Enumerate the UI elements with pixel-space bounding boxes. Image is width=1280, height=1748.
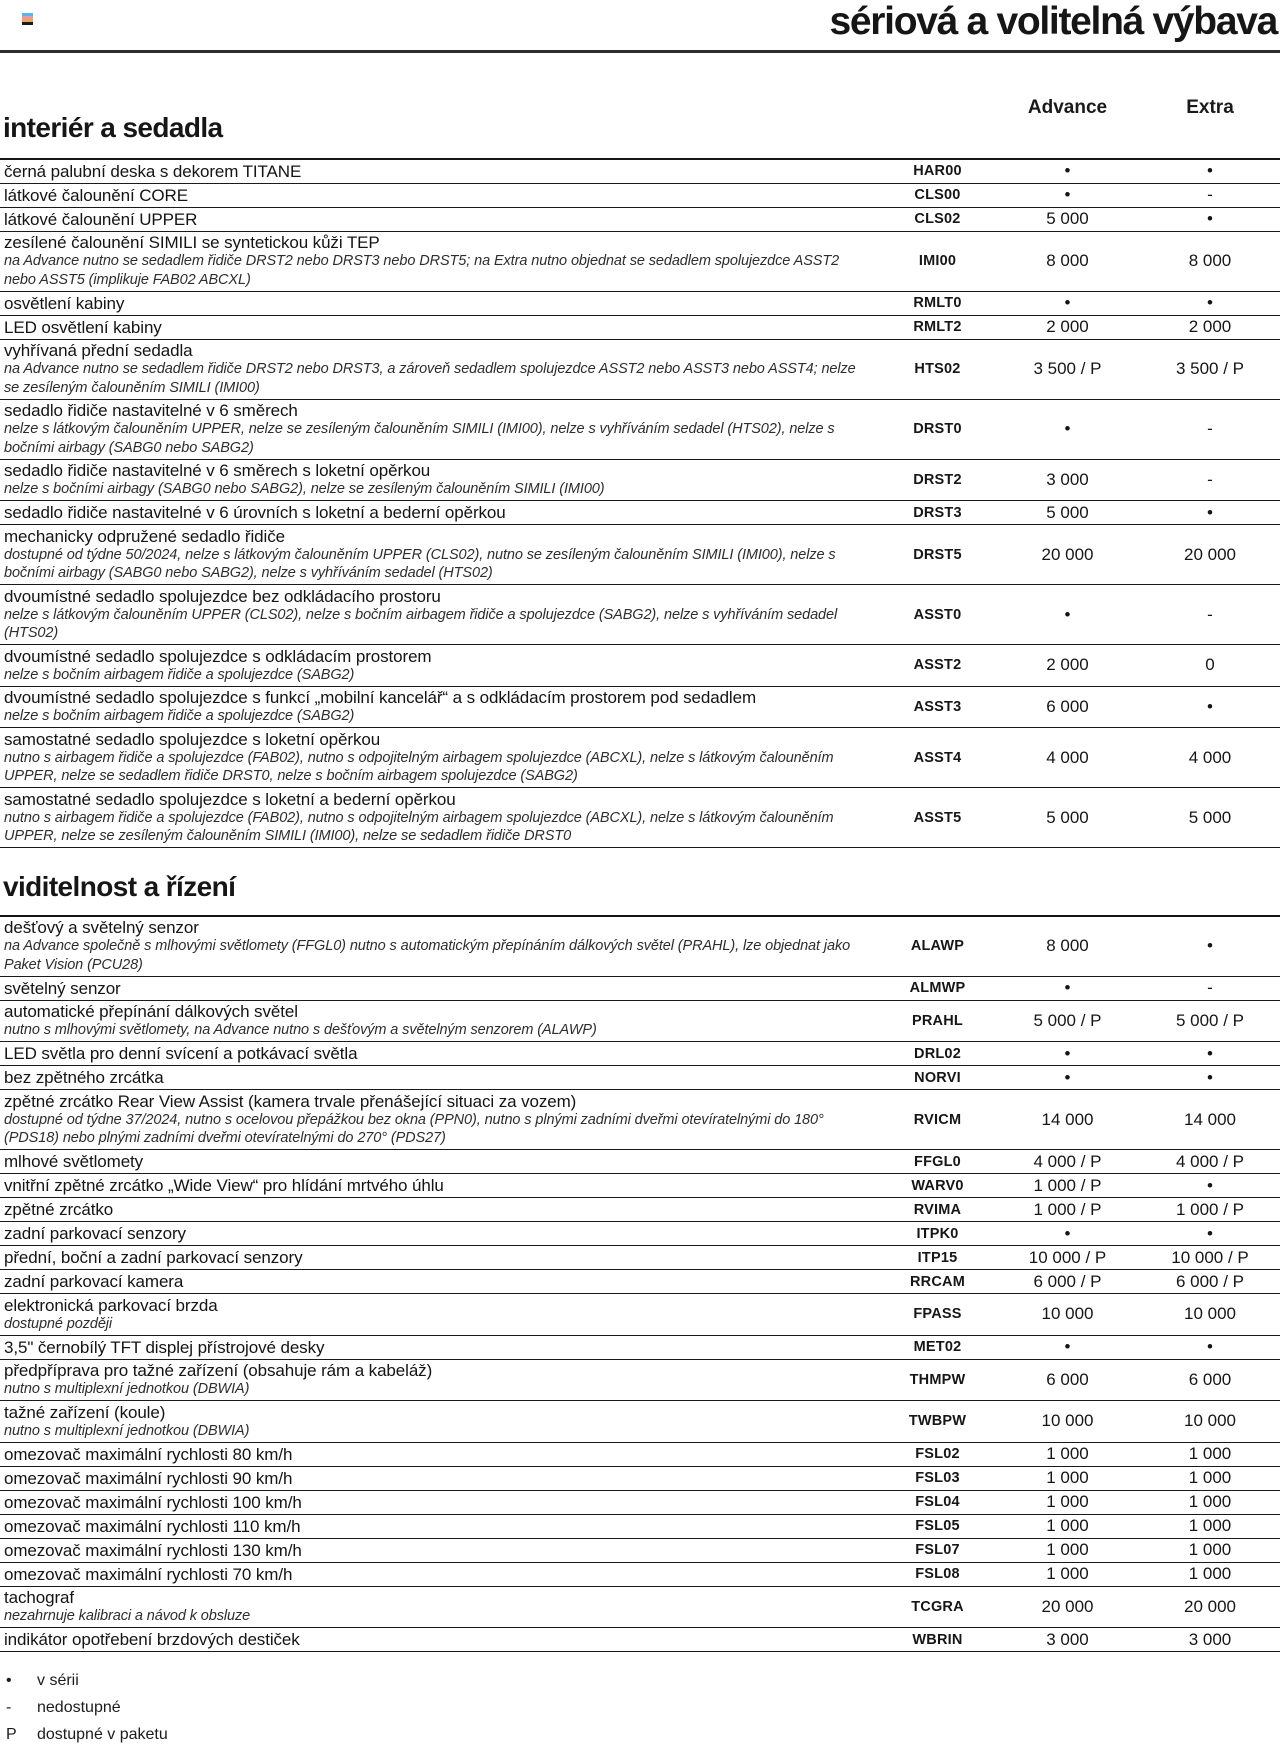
option-code: ASST5 — [913, 809, 962, 826]
table-row — [0, 1150, 1280, 1174]
option-code: ALAWP — [910, 938, 965, 955]
option-extra-value: • — [1207, 1067, 1213, 1087]
legend-label: nedostupné — [37, 1698, 121, 1716]
table-row — [0, 232, 1280, 292]
option-name-cell — [0, 527, 880, 583]
option-code: WARV0 — [911, 1177, 964, 1194]
option-extra-value: • — [1207, 1337, 1213, 1357]
option-code: HAR00 — [913, 163, 962, 180]
option-advance-value: • — [1064, 1043, 1071, 1063]
option-name-cell — [0, 1493, 880, 1512]
option-extra-value: 4 000 / P — [1175, 1151, 1245, 1171]
option-name-cell — [0, 1176, 880, 1195]
option-code: CLS00 — [914, 187, 961, 204]
option-name-cell — [0, 730, 880, 786]
option-extra-value: 10 000 — [1184, 1411, 1236, 1431]
option-extra-value: • — [1207, 1223, 1213, 1243]
option-name: zadní parkovací senzory — [4, 1224, 186, 1244]
table-row — [0, 1001, 1280, 1043]
option-name-cell — [0, 587, 880, 643]
table-row — [0, 1628, 1280, 1652]
option-extra-value: • — [1207, 293, 1213, 313]
option-advance-value: 14 000 — [1041, 1109, 1094, 1129]
option-advance-value: 5 000 — [1046, 502, 1089, 522]
option-extra-value: 5 000 / P — [1175, 1010, 1245, 1030]
option-code: RVIMA — [913, 1201, 962, 1218]
legend-item — [6, 1721, 1280, 1748]
option-advance-value: • — [1064, 1067, 1071, 1087]
option-advance-value: 5 000 — [1046, 209, 1089, 229]
option-extra-value: 10 000 / P — [1171, 1247, 1249, 1267]
option-advance-value: • — [1064, 185, 1071, 205]
option-code: MET02 — [913, 1339, 962, 1356]
option-advance-value: 3 000 — [1046, 469, 1089, 489]
brand-logo-icon — [22, 13, 33, 25]
option-advance-value: • — [1064, 1223, 1071, 1243]
option-advance-value: 4 000 / P — [1033, 1151, 1102, 1171]
option-extra-value: 3 000 — [1188, 1629, 1232, 1649]
option-name-cell — [0, 210, 880, 229]
option-code: ALMWP — [909, 980, 966, 997]
table-row — [0, 1198, 1280, 1222]
table-row — [0, 525, 1280, 585]
option-code: RRCAM — [910, 1273, 965, 1290]
option-advance-value: 5 000 — [1046, 807, 1089, 827]
option-advance-value: 8 000 — [1046, 936, 1089, 956]
options-table-interior — [0, 158, 1280, 849]
option-note: na Advance nutno se sedadlem řidiče DRST2 nebo DRST3, a zároveň sedadlem spolujezdce ASST2 nebo ASST3 nebo ASST4; nelze se zesíleným čalouněním SIMILI (IMI00) — [4, 361, 856, 396]
option-code: ASST4 — [913, 749, 962, 766]
option-advance-value: • — [1064, 419, 1071, 439]
option-name-cell — [0, 647, 880, 685]
option-advance-value: 6 000 — [1046, 1369, 1089, 1389]
option-name-cell — [0, 1565, 880, 1584]
option-name: zpětné zrcátko — [4, 1200, 114, 1220]
legend-label: dostupné v paketu — [37, 1725, 168, 1743]
option-name-cell — [0, 1445, 880, 1464]
option-advance-value: 1 000 — [1046, 1516, 1089, 1536]
legend-symbol: • — [6, 1671, 12, 1689]
table-row — [0, 1246, 1280, 1270]
option-extra-value: - — [1207, 604, 1213, 624]
option-note: na Advance společně s mlhovými světlomety (FFGL0) nutno s automatickým přepínáním dálkových světel (PRAHL), lze objednat jako Paket Vision (PCU28) — [4, 938, 851, 973]
section-interior-seats — [0, 111, 1280, 848]
option-name: světelný senzor — [4, 978, 121, 998]
option-code: ITPK0 — [916, 1225, 959, 1242]
legend-label: v sérii — [37, 1671, 79, 1689]
option-extra-value: 20 000 — [1184, 544, 1236, 564]
option-name: tažné zařízení (koule) — [4, 1402, 166, 1422]
table-row — [0, 1491, 1280, 1515]
option-name: dvoumístné sedadlo spolujezdce s odkládacím prostorem — [4, 646, 432, 666]
option-extra-value: - — [1207, 185, 1213, 205]
table-row — [0, 460, 1280, 502]
option-note: nelze s bočním airbagem řidiče a spolujezdce (SABG2) — [4, 708, 355, 725]
option-name-cell — [0, 186, 880, 205]
table-row — [0, 1587, 1280, 1629]
option-name-cell — [0, 1403, 880, 1441]
option-advance-value: 1 000 — [1046, 1540, 1089, 1560]
option-name-cell — [0, 1272, 880, 1291]
option-advance-value: 8 000 — [1046, 251, 1089, 271]
option-code: RMLT0 — [913, 295, 962, 312]
option-extra-value: - — [1207, 419, 1213, 439]
option-name: vyhřívaná přední sedadla — [4, 341, 193, 361]
option-name-cell — [0, 1338, 880, 1357]
option-name: látkové čalounění CORE — [4, 185, 188, 205]
option-extra-value: • — [1207, 1043, 1213, 1063]
option-note: na Advance nutno se sedadlem řidiče DRST2 nebo DRST3 nebo DRST5; na Extra nutno objednat se sedadlem spolujezdce ASST2 nebo ASST5 (implikuje FAB02 ABCXL) — [4, 253, 840, 288]
table-row — [0, 208, 1280, 232]
option-code: NORVI — [914, 1069, 961, 1086]
option-name: 3,5" černobílý TFT displej přístrojové desky — [4, 1337, 325, 1357]
option-advance-value: 6 000 / P — [1033, 1271, 1102, 1291]
options-table-visibility — [0, 915, 1280, 1653]
option-code: FSL03 — [915, 1470, 960, 1487]
option-note: nezahrnuje kalibraci a návod k obsluze — [4, 1608, 251, 1625]
section-heading: viditelnost a řízení — [3, 871, 236, 903]
option-name: dvoumístné sedadlo spolujezdce s funkcí „mobilní kancelář“ a s odkládacím prostorem pod sedadlem — [4, 688, 757, 708]
option-name-cell — [0, 918, 880, 974]
option-name-cell — [0, 1469, 880, 1488]
section-heading: interiér a sedadla — [3, 112, 223, 143]
option-name-cell — [0, 401, 880, 457]
legend-symbol: P — [6, 1725, 17, 1743]
option-advance-value: • — [1064, 978, 1071, 998]
option-extra-value: 5 000 — [1188, 807, 1232, 827]
column-header-extra: Extra — [1186, 97, 1234, 118]
legend — [0, 1667, 1280, 1748]
option-note: nutno s multiplexní jednotkou (DBWIA) — [4, 1422, 250, 1439]
option-extra-value: • — [1207, 696, 1213, 716]
option-name: omezovač maximální rychlosti 70 km/h — [4, 1564, 293, 1584]
page-header — [0, 0, 1280, 53]
option-name-cell — [0, 318, 880, 337]
option-name-cell — [0, 1092, 880, 1148]
option-advance-value: 20 000 — [1041, 544, 1094, 564]
table-row — [0, 340, 1280, 400]
table-row — [0, 316, 1280, 340]
option-note: dostupné od týdne 37/2024, nutno s ocelovou přepážkou bez okna (PPN0), nutno s plnými zadními dveřmi otevíratelnými do 180° (PDS18) nebo plnými zadními dveřmi otevíratelnými do 270° (PDS27) — [4, 1111, 824, 1147]
option-name: zesílené čalounění SIMILI se syntetickou kůži TEP — [4, 233, 380, 253]
option-note: nelze s látkovým čalouněním UPPER, nelze se zesíleným čalouněním SIMILI (IMI00), nelze s vyhříváním sedadel (HTS02), nelze s bočními airbagy (SABG0 nebo SABG2) — [4, 421, 835, 456]
option-code: ASST0 — [913, 606, 962, 623]
option-note: nutno s multiplexní jednotkou (DBWIA) — [4, 1381, 250, 1398]
option-note: nutno s airbagem řidiče a spolujezdce (FAB02), nutno s odpojitelným airbagem spolujezdce (ABCXL), nelze s látkovým čalouněním UPPER, nelze se zesíleným čalouněním SIMILI (IMI00), nelze se sedadlem řidiče DRST0 — [4, 809, 834, 845]
option-extra-value: - — [1207, 469, 1213, 489]
option-code: DRL02 — [914, 1045, 961, 1062]
option-advance-value: 4 000 — [1046, 747, 1089, 767]
option-extra-value: 1 000 — [1188, 1468, 1232, 1488]
table-row — [0, 400, 1280, 460]
table-row — [0, 1467, 1280, 1491]
option-advance-value: • — [1064, 604, 1071, 624]
option-code: FPASS — [913, 1306, 962, 1323]
option-name: zadní parkovací kamera — [4, 1272, 184, 1292]
page-title: sériová a volitelná výbava — [829, 0, 1277, 43]
option-advance-value: • — [1064, 293, 1071, 313]
option-advance-value: 3 500 / P — [1033, 359, 1102, 379]
option-note: nutno s airbagem řidiče a spolujezdce (FAB02), nutno s odpojitelným airbagem spolujezdce (ABCXL), nelze s látkovým čalouněním UPPER, nelze se sedadlem řidiče DRST0, nelze s bočním airbagem spolujezdce (SABG2) — [4, 749, 834, 785]
table-row — [0, 645, 1280, 687]
option-name: tachograf — [4, 1588, 74, 1608]
logo-stripe — [22, 22, 33, 25]
option-extra-value: 1 000 — [1188, 1444, 1232, 1464]
table-row — [0, 1539, 1280, 1563]
option-name: indikátor opotřebení brzdových destiček — [4, 1630, 300, 1650]
option-extra-value: • — [1207, 161, 1213, 181]
option-advance-value: 2 000 — [1046, 317, 1089, 337]
option-name: bez zpětného zrcátka — [4, 1068, 164, 1088]
option-name-cell — [0, 162, 880, 181]
legend-item — [6, 1694, 1280, 1721]
option-extra-value: 4 000 — [1188, 747, 1232, 767]
option-name-cell — [0, 1248, 880, 1267]
option-code: FFGL0 — [914, 1153, 961, 1170]
option-name-cell — [0, 341, 880, 397]
option-name-cell — [0, 1200, 880, 1219]
option-advance-value: 1 000 / P — [1033, 1199, 1102, 1219]
option-advance-value: 5 000 / P — [1033, 1010, 1102, 1030]
option-extra-value: 0 — [1205, 655, 1215, 675]
option-extra-value: 6 000 — [1188, 1369, 1232, 1389]
option-extra-value: 6 000 / P — [1175, 1271, 1245, 1291]
option-advance-value: 3 000 — [1046, 1629, 1089, 1649]
option-name-cell — [0, 1044, 880, 1063]
option-name: LED osvětlení kabiny — [4, 317, 162, 337]
option-code: TCGRA — [911, 1598, 964, 1615]
option-code: FSL02 — [915, 1446, 960, 1463]
option-name-cell — [0, 1152, 880, 1171]
option-name: omezovač maximální rychlosti 130 km/h — [4, 1540, 302, 1560]
option-name-cell — [0, 1517, 880, 1536]
option-note: dostupné později — [4, 1315, 113, 1332]
option-code: DRST5 — [913, 546, 962, 563]
option-name-cell — [0, 1296, 880, 1334]
option-name-cell — [0, 979, 880, 998]
option-advance-value: 1 000 — [1046, 1444, 1089, 1464]
option-name-cell — [0, 1068, 880, 1087]
option-extra-value: 20 000 — [1184, 1596, 1236, 1616]
table-row — [0, 977, 1280, 1001]
table-row — [0, 1294, 1280, 1336]
table-row — [0, 917, 1280, 977]
option-name: omezovač maximální rychlosti 90 km/h — [4, 1468, 293, 1488]
option-name: vnitřní zpětné zrcátko „Wide View“ pro hlídání mrtvého úhlu — [4, 1176, 444, 1196]
option-advance-value: 1 000 — [1046, 1564, 1089, 1584]
table-row — [0, 160, 1280, 184]
option-code: RVICM — [913, 1111, 962, 1128]
option-code: HTS02 — [914, 361, 961, 378]
option-code: FSL05 — [915, 1518, 960, 1535]
option-code: CLS02 — [914, 211, 961, 228]
option-name-cell — [0, 233, 880, 289]
option-extra-value: 1 000 — [1188, 1492, 1232, 1512]
option-advance-value: 6 000 — [1046, 696, 1089, 716]
table-row — [0, 184, 1280, 208]
option-code: DRST3 — [913, 504, 962, 521]
option-extra-value: 1 000 / P — [1175, 1199, 1245, 1219]
option-name: zpětné zrcátko Rear View Assist (kamera trvale přenášející situaci za vozem) — [4, 1091, 577, 1111]
option-code: RMLT2 — [913, 319, 962, 336]
table-row — [0, 788, 1280, 848]
option-name: omezovač maximální rychlosti 100 km/h — [4, 1492, 302, 1512]
option-note: nelze s bočními airbagy (SABG0 nebo SABG2), nelze se zesíleným čalouněním SIMILI (IMI00) — [4, 481, 605, 498]
option-name: automatické přepínání dálkových světel — [4, 1002, 298, 1022]
option-code: TWBPW — [908, 1413, 967, 1430]
option-name: sedadlo řidiče nastavitelné v 6 směrech — [4, 401, 298, 421]
table-row — [0, 687, 1280, 729]
table-row — [0, 1270, 1280, 1294]
table-row — [0, 1443, 1280, 1467]
option-name-cell — [0, 1588, 880, 1626]
table-row — [0, 1222, 1280, 1246]
option-note: nelze s látkovým čalouněním UPPER (CLS02), nelze s bočním airbagem řidiče a spolujezdce (SABG2), nelze s vyhříváním sedadel (HTS02) — [4, 606, 838, 642]
option-name-cell — [0, 1224, 880, 1243]
option-name: samostatné sedadlo spolujezdce s loketní opěrkou — [4, 729, 381, 749]
option-name: mlhové světlomety — [4, 1152, 144, 1172]
option-advance-value: 1 000 — [1046, 1468, 1089, 1488]
table-row — [0, 1042, 1280, 1066]
option-advance-value: 10 000 / P — [1028, 1247, 1107, 1267]
legend-symbol: - — [6, 1698, 12, 1716]
option-note: nelze s bočním airbagem řidiče a spolujezdce (SABG2) — [4, 666, 355, 683]
option-name: omezovač maximální rychlosti 110 km/h — [4, 1516, 301, 1536]
option-code: ASST3 — [913, 698, 962, 715]
option-extra-value: 14 000 — [1184, 1109, 1236, 1129]
option-extra-value: • — [1207, 936, 1213, 956]
option-name-cell — [0, 503, 880, 522]
table-row — [0, 728, 1280, 788]
option-name: omezovač maximální rychlosti 80 km/h — [4, 1444, 293, 1464]
table-row — [0, 1563, 1280, 1587]
option-code: PRAHL — [912, 1012, 963, 1029]
option-name-cell — [0, 1361, 880, 1399]
option-extra-value: 3 500 / P — [1175, 359, 1245, 379]
option-extra-value: 8 000 — [1188, 251, 1232, 271]
option-code: WBRIN — [912, 1631, 963, 1648]
option-name: dešťový a světelný senzor — [4, 918, 199, 938]
option-advance-value: 2 000 — [1046, 655, 1089, 675]
option-advance-value: 10 000 — [1041, 1304, 1094, 1324]
option-advance-value: 20 000 — [1041, 1596, 1094, 1616]
option-extra-value: 1 000 — [1188, 1540, 1232, 1560]
option-name: černá palubní deska s dekorem TITANE — [4, 161, 302, 181]
option-name: LED světla pro denní svícení a potkávací světla — [4, 1044, 358, 1064]
option-name: elektronická parkovací brzda — [4, 1295, 218, 1315]
option-code: ITP15 — [917, 1249, 958, 1266]
column-header-advance: Advance — [1027, 97, 1108, 118]
option-extra-value: • — [1207, 209, 1213, 229]
table-row — [0, 501, 1280, 525]
option-extra-value: - — [1207, 978, 1213, 998]
option-name: látkové čalounění UPPER — [4, 209, 198, 229]
option-extra-value: 1 000 — [1188, 1516, 1232, 1536]
option-advance-value: 10 000 — [1041, 1411, 1094, 1431]
option-name: sedadlo řidiče nastavitelné v 6 směrech s loketní opěrkou — [4, 461, 431, 481]
option-extra-value: 2 000 — [1188, 317, 1232, 337]
option-code: DRST0 — [913, 421, 962, 438]
option-name: mechanicky odpružené sedadlo řidiče — [4, 526, 285, 546]
option-code: DRST2 — [913, 471, 962, 488]
option-code: FSL08 — [915, 1566, 960, 1583]
option-extra-value: • — [1207, 1175, 1213, 1195]
option-name: předpříprava pro tažné zařízení (obsahuje rám a kabeláž) — [4, 1361, 433, 1381]
table-row — [0, 585, 1280, 645]
option-name-cell — [0, 1630, 880, 1649]
option-name-cell — [0, 294, 880, 313]
option-name: dvoumístné sedadlo spolujezdce bez odkládacího prostoru — [4, 586, 441, 606]
section-visibility-steering — [0, 870, 1280, 1652]
table-row — [0, 1360, 1280, 1402]
table-row — [0, 1090, 1280, 1150]
table-row — [0, 1401, 1280, 1443]
option-extra-value: 1 000 — [1188, 1564, 1232, 1584]
table-row — [0, 1066, 1280, 1090]
option-code: FSL04 — [915, 1494, 960, 1511]
option-advance-value: 1 000 / P — [1033, 1175, 1102, 1195]
table-row — [0, 1174, 1280, 1198]
option-note: nutno s mlhovými světlomety, na Advance nutno s dešťovým a světelným senzorem (ALAWP) — [4, 1022, 597, 1039]
option-code: IMI00 — [918, 253, 957, 270]
option-code: FSL07 — [915, 1542, 960, 1559]
option-name: samostatné sedadlo spolujezdce s loketní a bederní opěrkou — [4, 789, 456, 809]
option-name-cell — [0, 790, 880, 846]
option-advance-value: 1 000 — [1046, 1492, 1089, 1512]
option-name: sedadlo řidiče nastavitelné v 6 úrovních s loketní a bederní opěrkou — [4, 503, 506, 523]
option-name-cell — [0, 688, 880, 726]
table-row — [0, 292, 1280, 316]
option-name-cell — [0, 1002, 880, 1040]
legend-item — [6, 1667, 1280, 1694]
table-row — [0, 1336, 1280, 1360]
option-extra-value: 10 000 — [1184, 1304, 1236, 1324]
option-advance-value: • — [1064, 161, 1071, 181]
option-code: ASST2 — [913, 657, 962, 674]
option-extra-value: • — [1207, 502, 1213, 522]
option-note: dostupné od týdne 50/2024, nelze s látkovým čalouněním UPPER (CLS02), nutno se zesíleným čalouněním SIMILI (IMI00), nelze s bočními airbagy (SABG0 nebo SABG2), nelze s vyhříváním sedadel (HTS02) — [4, 546, 836, 582]
option-advance-value: • — [1064, 1337, 1071, 1357]
option-code: THMPW — [909, 1371, 966, 1388]
table-row — [0, 1515, 1280, 1539]
option-name-cell — [0, 1541, 880, 1560]
option-name: přední, boční a zadní parkovací senzory — [4, 1248, 303, 1268]
option-name: osvětlení kabiny — [4, 293, 125, 313]
option-name-cell — [0, 461, 880, 499]
